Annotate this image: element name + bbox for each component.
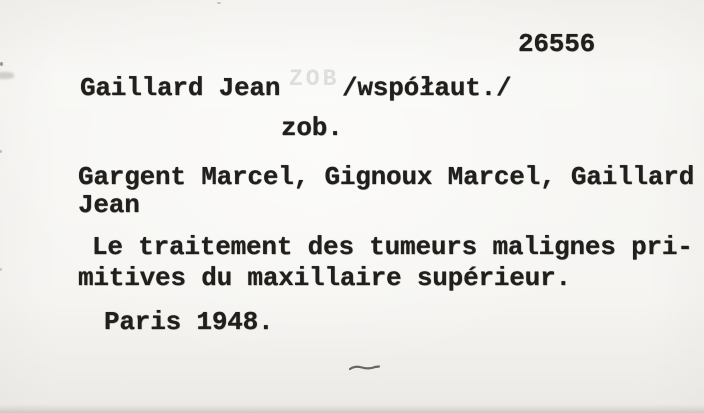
title-line-2: mitives du maxillaire supérieur.	[78, 263, 571, 293]
paper-speck	[0, 268, 2, 271]
title-line-1: Le traitement des tumeurs malignes pri-	[92, 232, 693, 262]
left-edge-smudge	[0, 72, 14, 79]
card-bottom-edge	[0, 404, 704, 413]
ink-smudge-mark	[349, 360, 381, 378]
paper-speck	[217, 2, 221, 4]
catalog-number: 26556	[518, 29, 596, 59]
cross-reference: zob.	[281, 113, 343, 143]
ghost-stamp: ZOB	[289, 66, 340, 92]
paper-speck	[0, 62, 3, 66]
authors-line-2: Jean	[78, 190, 140, 220]
heading-author: Gaillard Jean	[80, 73, 281, 103]
heading-qualifier: /współaut./	[342, 73, 512, 103]
authors-line-1: Gargent Marcel, Gignoux Marcel, Gaillard	[78, 162, 695, 192]
imprint-line: Paris 1948.	[104, 307, 274, 337]
paper-speck	[0, 150, 2, 153]
